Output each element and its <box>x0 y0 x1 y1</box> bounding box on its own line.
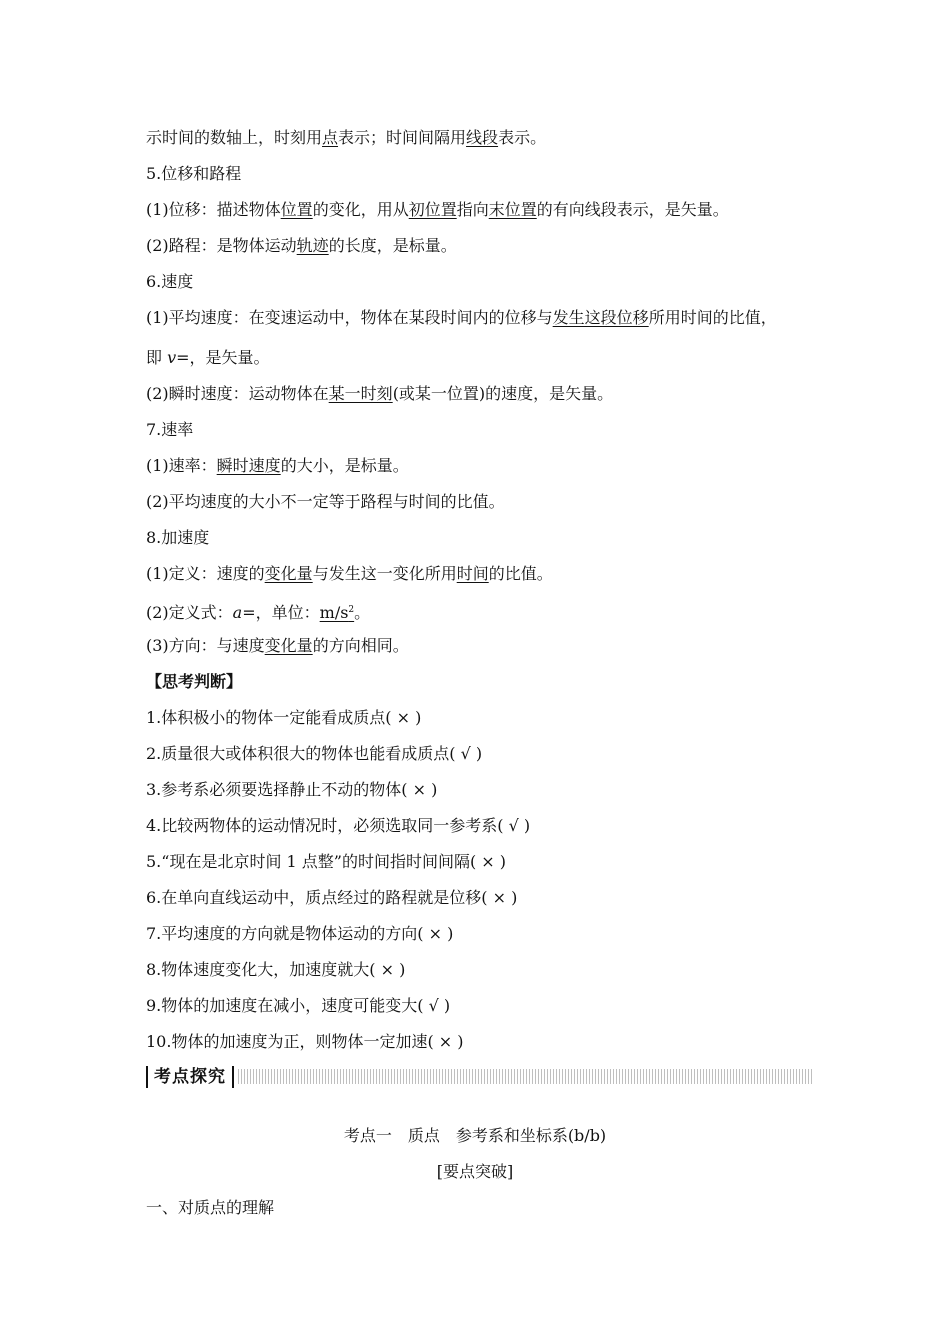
subsection-heading: 一、对质点的理解 <box>146 1198 275 1217</box>
text-line: 即 v=，是矢量。 <box>146 348 270 367</box>
judgment-item: 8.物体速度变化大，加速度就大( × ) <box>146 960 406 979</box>
judgment-item: 4.比较两物体的运动情况时，必须选取同一参考系( √ ) <box>146 816 531 835</box>
text-line: (3)方向：与速度变化量的方向相同。 <box>146 636 409 655</box>
text-line: (1)定义：速度的变化量与发生这一变化所用时间的比值。 <box>146 564 553 583</box>
heading-displacement: 5.位移和路程 <box>146 164 242 183</box>
judgment-item: 10.物体的加速度为正，则物体一定加速( × ) <box>146 1032 464 1051</box>
text-line: (2)瞬时速度：运动物体在某一时刻(或某一位置)的速度，是矢量。 <box>146 384 614 403</box>
text-line: 示时间的数轴上，时刻用点表示；时间间隔用线段表示。 <box>146 128 547 147</box>
heading-acceleration: 8.加速度 <box>146 528 210 547</box>
judgment-item: 6.在单向直线运动中，质点经过的路程就是位移( × ) <box>146 888 518 907</box>
section-title: 考点探究 <box>146 1066 234 1088</box>
heading-speed: 7.速率 <box>146 420 194 439</box>
banner-hatch-pattern <box>238 1069 814 1084</box>
kaodian-title: 考点一 质点 参考系和坐标系(b/b) <box>343 1126 607 1145</box>
text-line: (2)路程：是物体运动轨迹的长度，是标量。 <box>146 236 457 255</box>
text-line: (2)平均速度的大小不一定等于路程与时间的比值。 <box>146 492 505 511</box>
judgment-item: 2.质量很大或体积很大的物体也能看成质点( √ ) <box>146 744 483 763</box>
judgment-item: 1.体积极小的物体一定能看成质点( × ) <box>146 708 422 727</box>
judgment-item: 3.参考系必须要选择静止不动的物体( × ) <box>146 780 438 799</box>
text-line: (1)速率：瞬时速度的大小，是标量。 <box>146 456 409 475</box>
think-judge-heading: 【思考判断】 <box>146 672 243 691</box>
heading-velocity: 6.速度 <box>146 272 194 291</box>
section-banner <box>146 1066 814 1088</box>
judgment-item: 7.平均速度的方向就是物体运动的方向( × ) <box>146 924 454 943</box>
text-line: (2)定义式：a=，单位：$m/s^2$。 <box>146 603 371 622</box>
judgment-item: 9.物体的加速度在减小，速度可能变大( √ ) <box>146 996 451 1015</box>
unit: $m/s^2$ <box>319 603 355 622</box>
text-line: (1)平均速度：在变速运动中，物体在某段时间内的位移与发生这段位移所用时间的比值， <box>146 308 777 327</box>
judgment-item: 5.“现在是北京时间 1 点整”的时间指时间间隔( × ) <box>146 852 507 871</box>
text-line: (1)位移：描述物体位置的变化，用从初位置指向末位置的有向线段表示，是矢量。 <box>146 200 729 219</box>
key-points-subtitle: [要点突破] <box>436 1162 514 1181</box>
